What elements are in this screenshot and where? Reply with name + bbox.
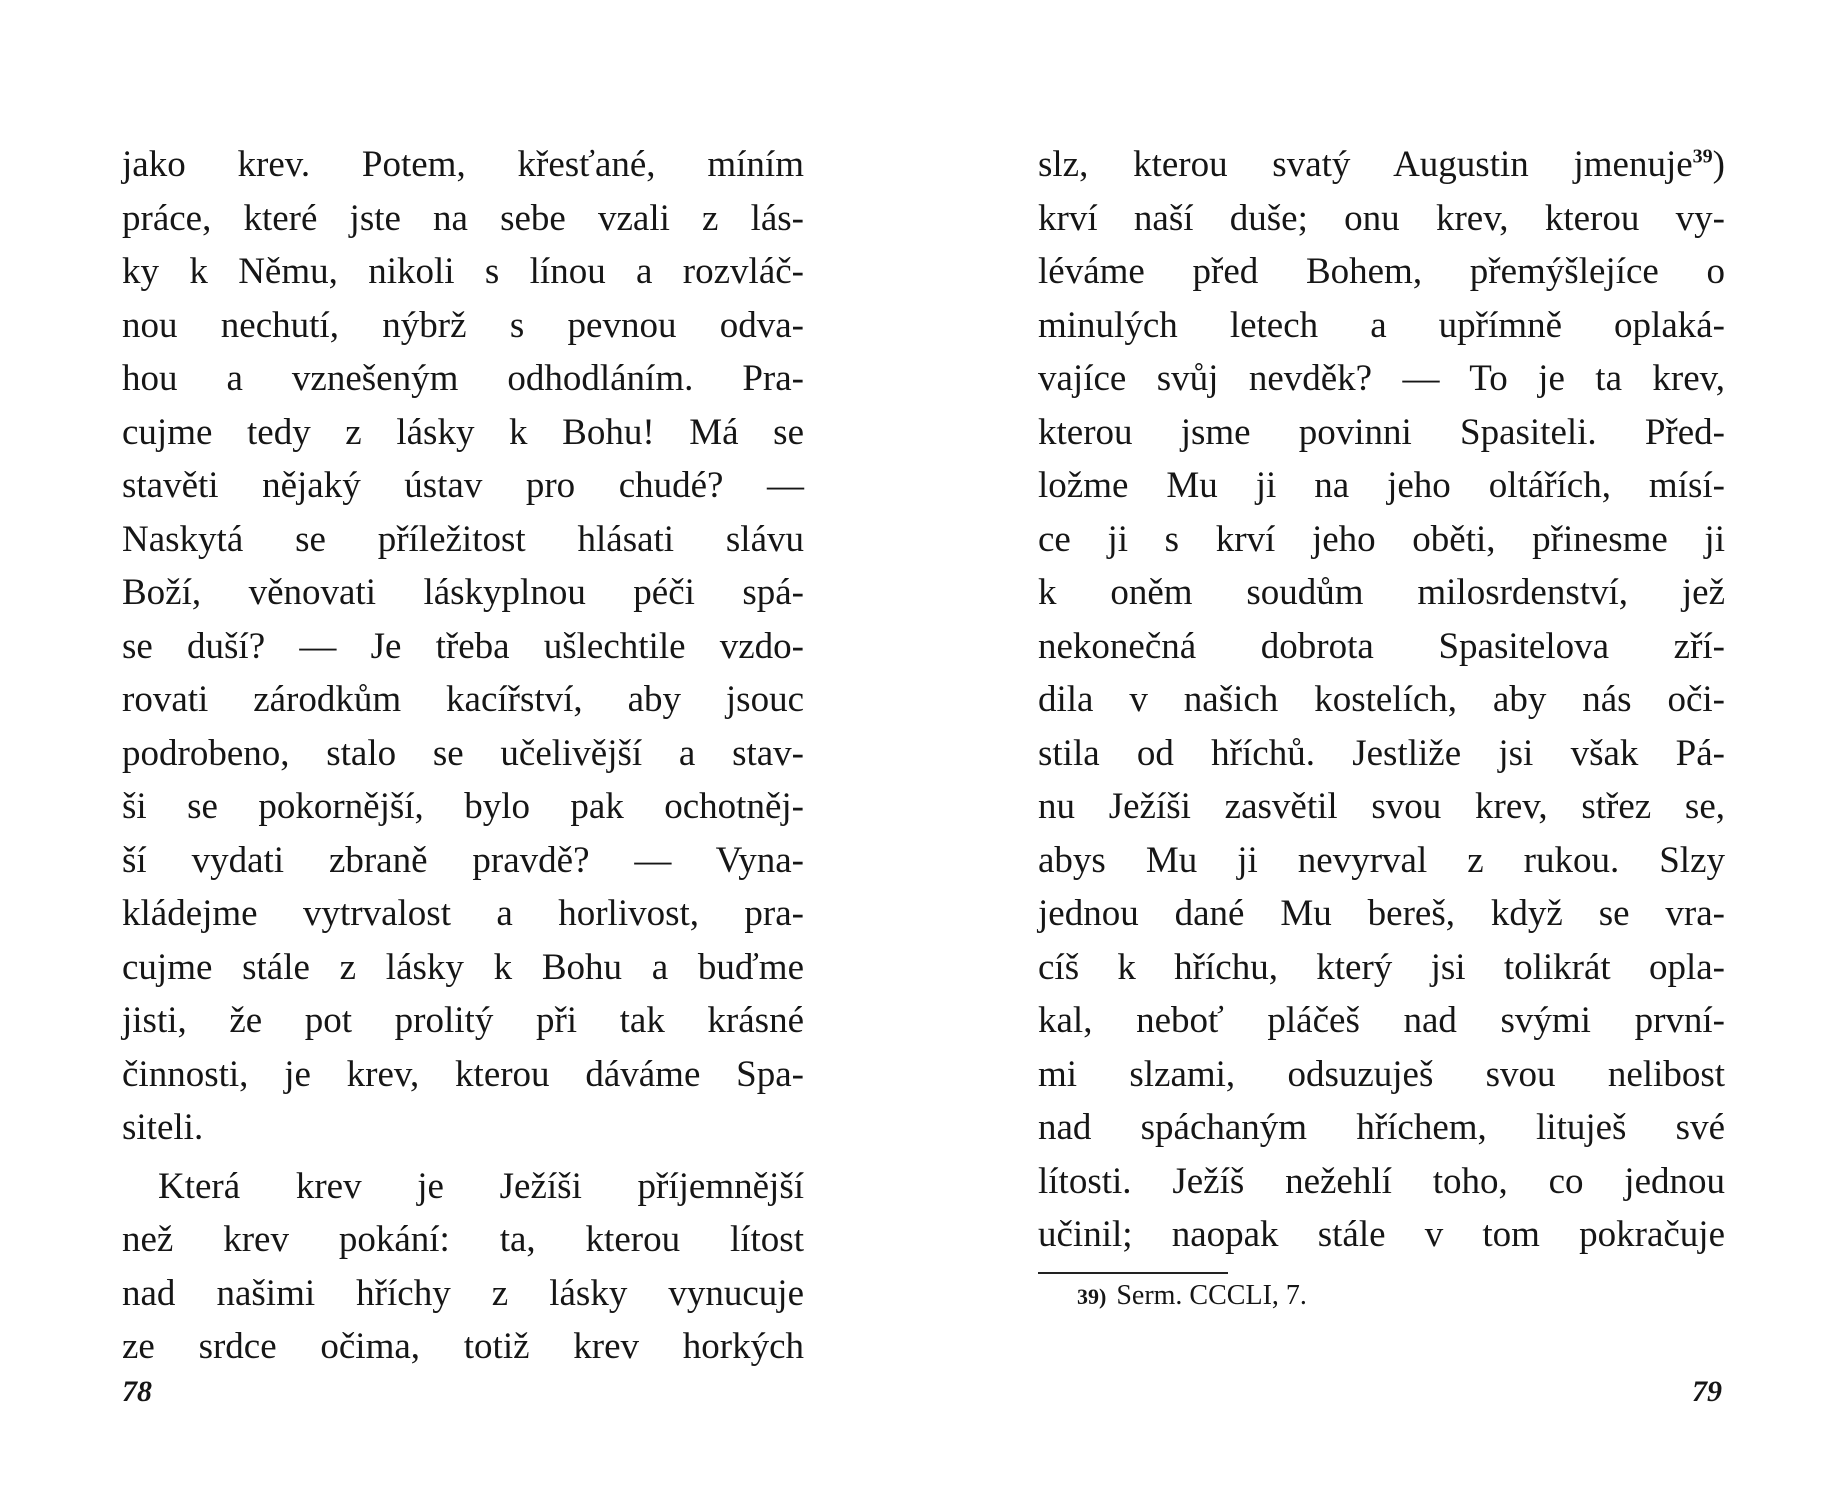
text-line: práce, které jste na sebe vzali z lás-: [122, 197, 804, 239]
text-line: minulých letech a upřímně oplaká-: [1038, 304, 1725, 346]
text-line: k oněm soudům milosrdenství, jež: [1038, 572, 1725, 613]
text-line: hou a vznešeným odhodláním. Pra-: [122, 358, 804, 399]
paragraph: [122, 138, 804, 1155]
text-line: ší vydati zbraně pravdě? — Vyna-: [122, 839, 804, 881]
text-line: krví naší duše; onu krev, kterou vy-: [1038, 197, 1725, 239]
text-line: nekonečná dobrota Spasitelova zří-: [1038, 625, 1725, 667]
text-line: nad našimi hříchy z lásky vynucuje: [122, 1272, 804, 1314]
text-line: se duší? — Je třeba ušlechtile vzdo-: [122, 625, 804, 667]
text-line: učinil; naopak stále v tom pokračuje: [1038, 1214, 1725, 1255]
text-line: dila v našich kostelích, aby nás oči-: [1038, 679, 1725, 720]
page-number-left: 78: [122, 1375, 152, 1408]
footnote-reference: 39: [1692, 145, 1713, 168]
text-line: nou nechutí, nýbrž s pevnou odva-: [122, 304, 804, 346]
text-line: kládejme vytrvalost a horlivost, pra-: [122, 893, 804, 934]
text-line: ky k Němu, nikoli s línou a rozvláč-: [122, 251, 804, 292]
text-line: cujme tedy z lásky k Bohu! Má se: [122, 411, 804, 453]
text-line: slz, kterou svatý Augustin jmenuje$^{39}$): [1038, 144, 1725, 185]
text-line: siteli.: [122, 1107, 204, 1148]
text-line: abys Mu ji nevyrval z rukou. Slzy: [1038, 839, 1725, 881]
page-number-right: 79: [1692, 1375, 1722, 1408]
text-line: léváme před Bohem, přemýšlejíce o: [1038, 251, 1725, 292]
text-line: cujme stále z lásky k Bohu a buďme: [122, 946, 804, 988]
text-line: jisti, že pot prolitý při tak krásné: [122, 1000, 804, 1041]
left-page-text: [122, 138, 804, 1374]
text-line: ložme Mu ji na jeho oltářích, mísí-: [1038, 465, 1725, 506]
text-line: než krev pokání: ta, kterou lítost: [122, 1219, 804, 1260]
text-line: jednou dané Mu bereš, když se vra-: [1038, 893, 1725, 934]
right-page-text: [1038, 138, 1725, 1262]
text-line: Boží, věnovati láskyplnou péči spá-: [122, 572, 804, 613]
text-line: Která krev je Ježíši příjemnější: [158, 1165, 804, 1207]
text-line: stila od hříchů. Jestliže jsi však Pá-: [1038, 732, 1725, 774]
text-line: ši se pokornější, bylo pak ochotněj-: [122, 786, 804, 827]
text-line: nad spáchaným hříchem, lituješ své: [1038, 1107, 1725, 1148]
text-line: nu Ježíši zasvětil svou krev, střez se,: [1038, 786, 1725, 827]
text-line: ce ji s krví jeho oběti, přinesme ji: [1038, 518, 1725, 560]
text-line: podrobeno, stalo se učelivější a stav-: [122, 732, 804, 774]
text-line: stavěti nějaký ústav pro chudé? —: [122, 465, 804, 506]
footnote-marker: 39): [1077, 1284, 1107, 1309]
footnote-text: Serm. CCCLI, 7.: [1116, 1280, 1307, 1311]
text-line: cíš k hříchu, který jsi tolikrát opla-: [1038, 946, 1725, 988]
text-line: činnosti, je krev, kterou dáváme Spa-: [122, 1053, 804, 1095]
text-line: kterou jsme povinni Spasiteli. Před-: [1038, 411, 1725, 453]
paragraph: [122, 1160, 804, 1374]
footnote: [1077, 1276, 1307, 1317]
text-line: kal, neboť pláčeš nad svými první-: [1038, 1000, 1725, 1041]
text-line: ze srdce očima, totiž krev horkých: [122, 1326, 804, 1367]
text-line: rovati zárodkům kacířství, aby jsouc: [122, 679, 804, 720]
text-line: mi slzami, odsuzuješ svou nelibost: [1038, 1053, 1725, 1095]
footnote-divider: [1038, 1272, 1228, 1274]
text-line: jako krev. Potem, křesťané, míním: [122, 144, 804, 185]
text-line: lítosti. Ježíš nežehlí toho, co jednou: [1038, 1160, 1725, 1202]
right-page: [914, 0, 1828, 1501]
text-line: Naskytá se příležitost hlásati slávu: [122, 518, 804, 560]
text-line: vajíce svůj nevděk? — To je ta krev,: [1038, 358, 1725, 399]
